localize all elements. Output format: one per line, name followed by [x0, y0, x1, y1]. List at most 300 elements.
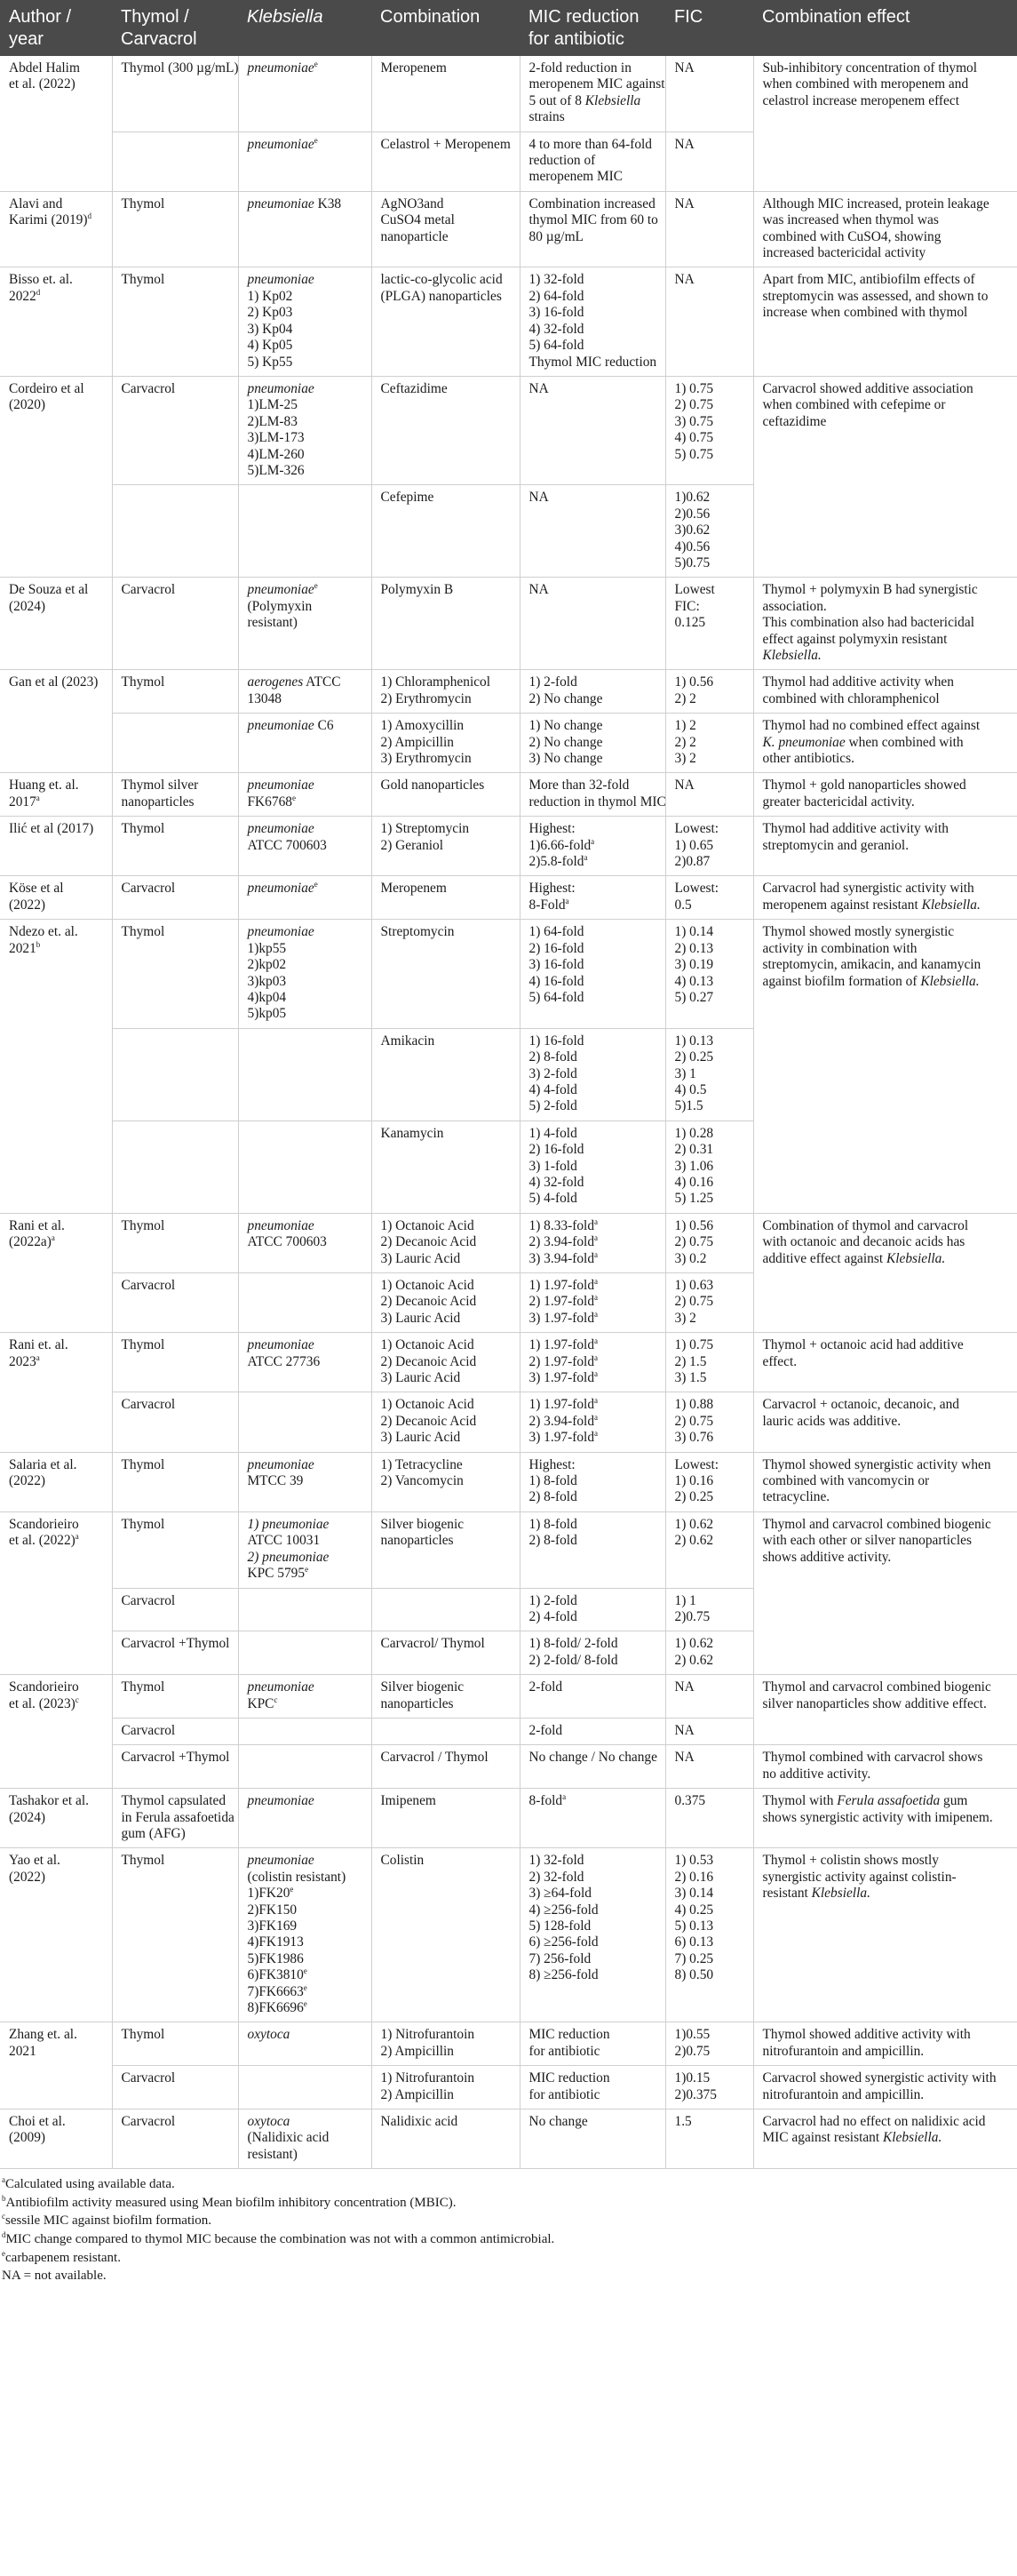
cell-combination-effect: [753, 2109, 1017, 2169]
cell-line: Silver biogenic: [380, 1679, 465, 1695]
footnote-marker: e: [290, 1885, 294, 1894]
cell-fic: [665, 1028, 753, 1121]
cell-author: [0, 56, 112, 191]
cell-author: [0, 670, 112, 773]
cell-line: Choi et al.: [9, 2114, 66, 2130]
cell-line: Rani et. al.: [9, 1337, 68, 1353]
cell-line: $(2022a)^a$: [9, 1233, 55, 1250]
cell-line: synergistic activity against colistin-: [762, 1869, 957, 1885]
cell-line: Carvacrol: [121, 582, 176, 598]
cell-text: ATCC 27736: [247, 1353, 321, 1369]
cell-klebsiella: [238, 267, 371, 376]
footnote-marker: c: [274, 1695, 278, 1704]
cell-line: was increased when thymol was: [762, 212, 939, 228]
cell-text: 2)kp02: [247, 957, 287, 973]
cell-line: 1) Nitrofurantoin: [380, 2070, 475, 2086]
cell-line: 3) 1.97-fold$^a$: [528, 1368, 599, 1386]
cell-line: Thymol: [121, 821, 165, 837]
cell-combination: [371, 485, 520, 578]
cell-mic-reduction: [520, 578, 665, 670]
footnote-marker: c: [2, 2212, 5, 2221]
cell-mic-reduction: [520, 1789, 665, 1848]
cell-line: [248, 1696, 362, 1712]
cell-thymol-carvacrol: [112, 191, 238, 267]
cell-fic: [665, 1588, 753, 1631]
footnote-marker: e: [303, 1998, 307, 2008]
cell-text: 3)LM-173: [247, 430, 305, 446]
cell-klebsiella: [238, 1745, 371, 1789]
cell-fic: [665, 1273, 753, 1333]
header-author: Author / year: [0, 0, 112, 56]
cell-line: [248, 2147, 362, 2163]
cell-line: 2) Ampicillin: [380, 2086, 455, 2102]
cell-line: 2) Vancomycin: [380, 1473, 464, 1489]
cell-author: [0, 1789, 112, 1848]
cell-line: [248, 2130, 362, 2146]
table-row: [0, 773, 1017, 817]
footnote-marker: a: [594, 1429, 599, 1439]
cell-line: 1) 0.56: [674, 674, 714, 690]
cell-author: [0, 578, 112, 670]
cell-line: 4) 0.13: [674, 973, 714, 989]
cell-line: 8-Fold$^a$: [528, 896, 569, 913]
cell-text: pneumoniae: [247, 1456, 314, 1472]
cell-thymol-carvacrol: [112, 485, 238, 578]
cell-line: Carvacrol / Thymol: [380, 1750, 489, 1766]
cell-line: [248, 794, 362, 810]
cell-text: 3)kp03: [247, 973, 287, 989]
cell-combination: [371, 773, 520, 817]
cell-line: De Souza et al: [9, 582, 89, 598]
cell-line: Nalidixic acid: [380, 2114, 458, 2130]
cell-line: 1) 8-fold: [528, 1516, 577, 1532]
cell-line: combined with CuSO4, showing: [762, 228, 942, 244]
cell-combination: [371, 876, 520, 920]
cell-line: [248, 1793, 362, 1809]
cell-text: 6)FK3810: [247, 1967, 304, 1983]
cell-mic-reduction: [520, 1588, 665, 1631]
cell-line: [248, 1234, 362, 1250]
cell-line: 0.5: [674, 897, 692, 913]
cell-line: MIC against resistant Klebsiella.: [762, 2130, 942, 2146]
cell-klebsiella: [238, 2066, 371, 2109]
cell-line: Thymol and carvacrol combined biogenic: [762, 1516, 991, 1532]
cell-klebsiella: [238, 1631, 371, 1675]
cell-line: 5) 0.75: [674, 446, 714, 462]
cell-klebsiella: [238, 1273, 371, 1333]
cell-fic: [665, 2022, 753, 2066]
cell-thymol-carvacrol: [112, 1718, 238, 1744]
cell-line: [248, 1902, 362, 1918]
table-row: [0, 876, 1017, 920]
header-row: [0, 0, 1017, 56]
cell-text: 1)kp55: [247, 940, 287, 956]
cell-line: (2020): [9, 397, 46, 413]
cell-line: 5)0.75: [674, 554, 711, 570]
cell-fic: [665, 376, 753, 484]
cell-klebsiella: [238, 578, 371, 670]
cell-line: 2) 0.16: [674, 1869, 714, 1885]
cell-line: 2) No change: [528, 690, 603, 706]
footnote-marker: a: [594, 1249, 599, 1259]
cell-line: strains: [528, 109, 565, 125]
cell-thymol-carvacrol: [112, 1511, 238, 1588]
cell-fic: [665, 1675, 753, 1719]
cell-line: 6) ≥256-fold: [528, 1934, 599, 1950]
footnote-marker: a: [594, 1336, 599, 1346]
cell-text: aerogenes: [247, 674, 304, 690]
cell-line: [248, 1473, 362, 1489]
cell-combination: [371, 1675, 520, 1719]
cell-combination-effect: [753, 1213, 1017, 1332]
header-fic: FIC: [665, 0, 753, 56]
cell-thymol-carvacrol: [112, 267, 238, 376]
cell-line: greater bactericidal activity.: [762, 794, 915, 809]
cell-line: combined with chloramphenicol: [762, 690, 940, 706]
cell-combination-effect: [753, 773, 1017, 817]
cell-line: Carvacrol had synergistic activity with: [762, 881, 974, 897]
cell-klebsiella: [238, 1588, 371, 1631]
cell-thymol-carvacrol: [112, 376, 238, 484]
cell-line: Scandorieiro: [9, 1516, 79, 1532]
cell-line: 2) 0.75: [674, 1413, 714, 1429]
cell-line: lauric acids was additive.: [762, 1413, 902, 1429]
cell-mic-reduction: [520, 773, 665, 817]
cell-line: Thymol capsulated: [121, 1793, 226, 1809]
cell-line: (2009): [9, 2130, 46, 2146]
cell-line: No change: [528, 2114, 588, 2130]
cell-klebsiella: [238, 876, 371, 920]
cell-mic-reduction: [520, 56, 665, 132]
cell-text: MTCC 39: [247, 1473, 304, 1489]
cell-line: 1) 0.16: [674, 1473, 714, 1489]
cell-text: 4)FK1913: [247, 1934, 304, 1950]
cell-klebsiella: [238, 2022, 371, 2066]
cell-mic-reduction: [520, 132, 665, 191]
cell-line: 4) 32-fold: [528, 1174, 584, 1190]
cell-line: Lowest:: [674, 881, 719, 897]
cell-line: 3) 1.5: [674, 1370, 707, 1386]
cell-line: FIC:: [674, 598, 700, 614]
cell-line: Klebsiella.: [762, 648, 822, 663]
cell-line: (2024): [9, 598, 46, 614]
cell-line: 2) Decanoic Acid: [380, 1294, 477, 1310]
cell-line: when combined with cefepime or: [762, 397, 946, 413]
cell-line: Cordeiro et al: [9, 380, 84, 396]
cell-line: Thymol: [121, 272, 165, 288]
cell-line: 2) 32-fold: [528, 1869, 584, 1885]
cell-line: 1) Amoxycillin: [380, 718, 465, 734]
cell-line: in Ferula assafoetida: [121, 1809, 234, 1825]
cell-text: 3) Kp04: [247, 321, 293, 337]
cell-author: [0, 1848, 112, 2022]
cell-line: [248, 974, 362, 990]
cell-line: 1) Nitrofurantoin: [380, 2027, 475, 2043]
cell-line: More than 32-fold: [528, 778, 630, 794]
footnote-marker: b: [2, 2193, 6, 2203]
cell-combination-effect: [753, 1789, 1017, 1848]
cell-thymol-carvacrol: [112, 1028, 238, 1121]
cell-author: [0, 1452, 112, 1511]
cell-fic: [665, 2066, 753, 2109]
cell-line: K. pneumoniae when combined with: [762, 734, 964, 750]
cell-line: [248, 289, 362, 305]
cell-line: 3) 2: [674, 751, 696, 767]
cell-line: [248, 1566, 362, 1582]
cell-klebsiella: [238, 1789, 371, 1848]
cell-combination-effect: [753, 817, 1017, 876]
cell-klebsiella: [238, 1718, 371, 1744]
cell-line: 3) Lauric Acid: [380, 1430, 461, 1446]
footnote-marker: b: [36, 939, 41, 949]
cell-text: 7)FK6663: [247, 1983, 304, 1999]
table-row: [0, 1511, 1017, 1588]
cell-line: 1) 2-fold: [528, 1592, 577, 1608]
cell-fic: [665, 485, 753, 578]
cell-line: 1) Streptomycin: [380, 821, 470, 837]
cell-fic: [665, 1848, 753, 2022]
cell-line: (2022): [9, 1869, 46, 1885]
cell-fic: [665, 773, 753, 817]
cell-line: 1.5: [674, 2114, 692, 2130]
cell-line: 3) 1.97-fold$^a$: [528, 1309, 599, 1326]
cell-klebsiella: [238, 1121, 371, 1213]
footnote-marker: a: [594, 1293, 599, 1303]
cell-line: 4) 16-fold: [528, 973, 584, 989]
footnote-marker: e: [303, 1966, 307, 1976]
cell-line: 2) Decanoic Acid: [380, 1353, 477, 1369]
cell-line: shows additive activity.: [762, 1549, 892, 1565]
cell-text: 5)kp05: [247, 1006, 287, 1022]
cell-combination-effect: [753, 56, 1017, 191]
cell-line: nitrofurantoin and ampicillin.: [762, 2043, 925, 2059]
footnote-marker: e: [314, 581, 318, 591]
cell-line: 1) 1.97-fold$^a$: [528, 1276, 599, 1293]
cell-line: Ceftazidime: [380, 380, 448, 396]
cell-line: [248, 821, 362, 837]
cell-line: 3) 0.2: [674, 1250, 707, 1266]
cell-thymol-carvacrol: [112, 1452, 238, 1511]
cell-klebsiella: [238, 1213, 371, 1272]
cell-thymol-carvacrol: [112, 1848, 238, 2022]
footnote-marker: e: [303, 1982, 307, 1992]
footnote-marker: a: [594, 1216, 599, 1226]
cell-line: 2) 2-fold/ 8-fold: [528, 1652, 618, 1668]
cell-line: for antibiotic: [528, 2043, 600, 2059]
cell-thymol-carvacrol: [112, 1789, 238, 1848]
cell-line: 2) No change: [528, 734, 603, 750]
cell-line: 2) 4-fold: [528, 1608, 577, 1624]
cell-line: 4) 0.5: [674, 1081, 707, 1097]
cell-line: 2-fold reduction in: [528, 60, 632, 76]
cell-line: [248, 430, 362, 446]
cell-line: 5)1.5: [674, 1098, 703, 1114]
cell-combination-effect: [753, 1452, 1017, 1511]
cell-line: silver nanoparticles show additive effect.: [762, 1695, 987, 1711]
cell-line: (2022): [9, 1473, 46, 1489]
cell-line: Salaria et al.: [9, 1456, 77, 1472]
cell-line: [248, 1984, 362, 2000]
cell-line: 1) 2-fold: [528, 674, 577, 690]
cell-author: [0, 817, 112, 876]
cell-line: with each other or silver nanoparticles: [762, 1533, 972, 1549]
cell-mic-reduction: [520, 1273, 665, 1333]
cell-line: Huang et. al.: [9, 778, 79, 794]
cell-line: 4) 0.75: [674, 430, 714, 446]
cell-combination: [371, 920, 520, 1028]
cell-klebsiella: [238, 670, 371, 714]
cell-line: (2022): [9, 897, 46, 913]
cell-line: [248, 397, 362, 413]
cell-line: 1)0.15: [674, 2070, 711, 2086]
cell-line: 4) 0.16: [674, 1174, 714, 1190]
cell-line: nitrofurantoin and ampicillin.: [762, 2086, 925, 2102]
cell-text: pneumoniae: [247, 272, 314, 288]
cell-line: 1) 0.88: [674, 1397, 714, 1413]
footnote-text: Antibiofilm activity measured using Mean biofilm inhibitory concentration (MBIC).: [5, 2195, 457, 2210]
cell-fic: [665, 1452, 753, 1511]
cell-mic-reduction: [520, 1745, 665, 1789]
cell-line: 2) Ampicillin: [380, 734, 455, 750]
cell-thymol-carvacrol: [112, 2066, 238, 2109]
cell-fic: [665, 191, 753, 267]
cell-fic: [665, 817, 753, 876]
cell-line: 1) 0.13: [674, 1033, 714, 1049]
cell-line: 1)0.62: [674, 490, 711, 506]
cell-thymol-carvacrol: [112, 817, 238, 876]
cell-line: 2) 8-fold: [528, 1049, 577, 1065]
cell-combination: [371, 817, 520, 876]
cell-combination: [371, 2066, 520, 2109]
cell-line: 3) 1-fold: [528, 1158, 577, 1174]
footnote: [2, 2194, 1015, 2213]
cell-line: 2) 0.13: [674, 940, 714, 956]
footnote-text: NA = not available.: [2, 2269, 107, 2284]
cell-line: 1) 8.33-fold$^a$: [528, 1216, 599, 1233]
cell-klebsiella: [238, 485, 371, 578]
cell-text: pneumoniae: [247, 1217, 314, 1233]
cell-line: NA: [674, 195, 695, 211]
cell-line: 3) 1: [674, 1065, 696, 1081]
cell-text: pneumoniae: [247, 821, 314, 837]
cell-line: streptomycin, amikacin, and kanamycin: [762, 957, 981, 973]
cell-line: 2) 0.25: [674, 1049, 714, 1065]
cell-author: [0, 1511, 112, 1674]
cell-klebsiella: [238, 773, 371, 817]
footnote-marker: d: [87, 211, 91, 221]
cell-line: against biofilm formation of Klebsiella.: [762, 973, 980, 989]
header-thymol-carvacrol: Thymol / Carvacrol: [112, 0, 238, 56]
cell-line: 2) 16-fold: [528, 940, 584, 956]
cell-text: pneumoniae: [247, 380, 314, 396]
table-row: [0, 578, 1017, 670]
cell-thymol-carvacrol: [112, 1273, 238, 1333]
cell-combination-effect: [753, 1392, 1017, 1452]
cell-thymol-carvacrol: [112, 2022, 238, 2066]
cell-line: 2) 3.94-fold$^a$: [528, 1412, 599, 1429]
footnote-marker: a: [594, 1396, 599, 1406]
cell-line: 2)0.87: [674, 854, 711, 870]
cell-line: 2) 0.62: [674, 1533, 714, 1549]
cell-text: C6: [314, 718, 334, 734]
cell-text: 2)FK150: [247, 1902, 298, 1918]
cell-line: increase when combined with thymol: [762, 305, 968, 321]
cell-line: 1) 0.62: [674, 1636, 714, 1652]
cell-klebsiella: [238, 920, 371, 1028]
cell-line: shows synergistic activity with imipenem.: [762, 1809, 993, 1825]
cell-author: [0, 2109, 112, 2169]
cell-thymol-carvacrol: [112, 132, 238, 191]
cell-line: [248, 381, 362, 397]
table-row: [0, 1392, 1017, 1452]
cell-fic: [665, 1213, 753, 1272]
cell-line: 4) 32-fold: [528, 321, 584, 337]
cell-line: 1) 0.28: [674, 1125, 714, 1141]
cell-mic-reduction: [520, 920, 665, 1028]
cell-line: Thymol showed mostly synergistic: [762, 924, 955, 940]
table-row: [0, 267, 1017, 376]
cell-combination-effect: [753, 876, 1017, 920]
cell-text: (Nalidixic acid: [247, 2130, 330, 2146]
cell-line: Thymol MIC reduction: [528, 354, 657, 370]
cell-line: [248, 1218, 362, 1234]
cell-text: ATCC 700603: [247, 1234, 327, 1250]
cell-line: [248, 674, 362, 690]
cell-line: NA: [674, 1679, 695, 1695]
cell-line: [248, 1533, 362, 1549]
footnote-marker: d: [2, 2230, 6, 2240]
cell-line: 2) 3.94-fold$^a$: [528, 1233, 599, 1250]
cell-line: Lowest:: [674, 821, 719, 837]
cell-line: Carvacrol: [121, 1397, 176, 1413]
cell-line: [248, 137, 362, 153]
cell-line: AgNO3and: [380, 195, 444, 211]
cell-line: Thymol + polymyxin B had synergistic: [762, 582, 978, 598]
cell-line: 3) 0.75: [674, 413, 714, 429]
cell-text: oxytoca: [247, 2114, 290, 2130]
cell-line: 7) 256-fold: [528, 1950, 592, 1966]
cell-line: [248, 718, 362, 734]
cell-line: 2) 0.25: [674, 1489, 714, 1505]
cell-line: Streptomycin: [380, 924, 455, 940]
cell-line: 8) ≥256-fold: [528, 1967, 599, 1983]
cell-text: 4) Kp05: [247, 338, 293, 354]
cell-line: 1) 32-fold: [528, 1853, 584, 1869]
cell-author: [0, 876, 112, 920]
footnote-marker: e: [314, 135, 318, 145]
footnote-marker: e: [305, 1564, 309, 1574]
cell-line: [248, 1354, 362, 1370]
footnote-marker: e: [2, 2248, 5, 2258]
cell-text: 2)LM-83: [247, 413, 298, 429]
cell-line: 2-fold: [528, 1722, 563, 1738]
cell-text: pneumoniae: [247, 778, 314, 794]
table-row: [0, 920, 1017, 1028]
cell-line: 2)5.8-fold$^a$: [528, 852, 588, 870]
cell-line: Thymol: [121, 1456, 165, 1472]
cell-mic-reduction: [520, 2109, 665, 2169]
table-row: [0, 2109, 1017, 2169]
table-row: [0, 1745, 1017, 1789]
header-combination: Combination: [371, 0, 520, 56]
cell-combination-effect: [753, 267, 1017, 376]
cell-text: 4)LM-260: [247, 446, 305, 462]
cell-author: [0, 1333, 112, 1452]
header-combination-effect: Combination effect: [753, 0, 1017, 56]
cell-combination-effect: [753, 670, 1017, 714]
cell-fic: [665, 1745, 753, 1789]
cell-line: 3) 2-fold: [528, 1065, 577, 1081]
